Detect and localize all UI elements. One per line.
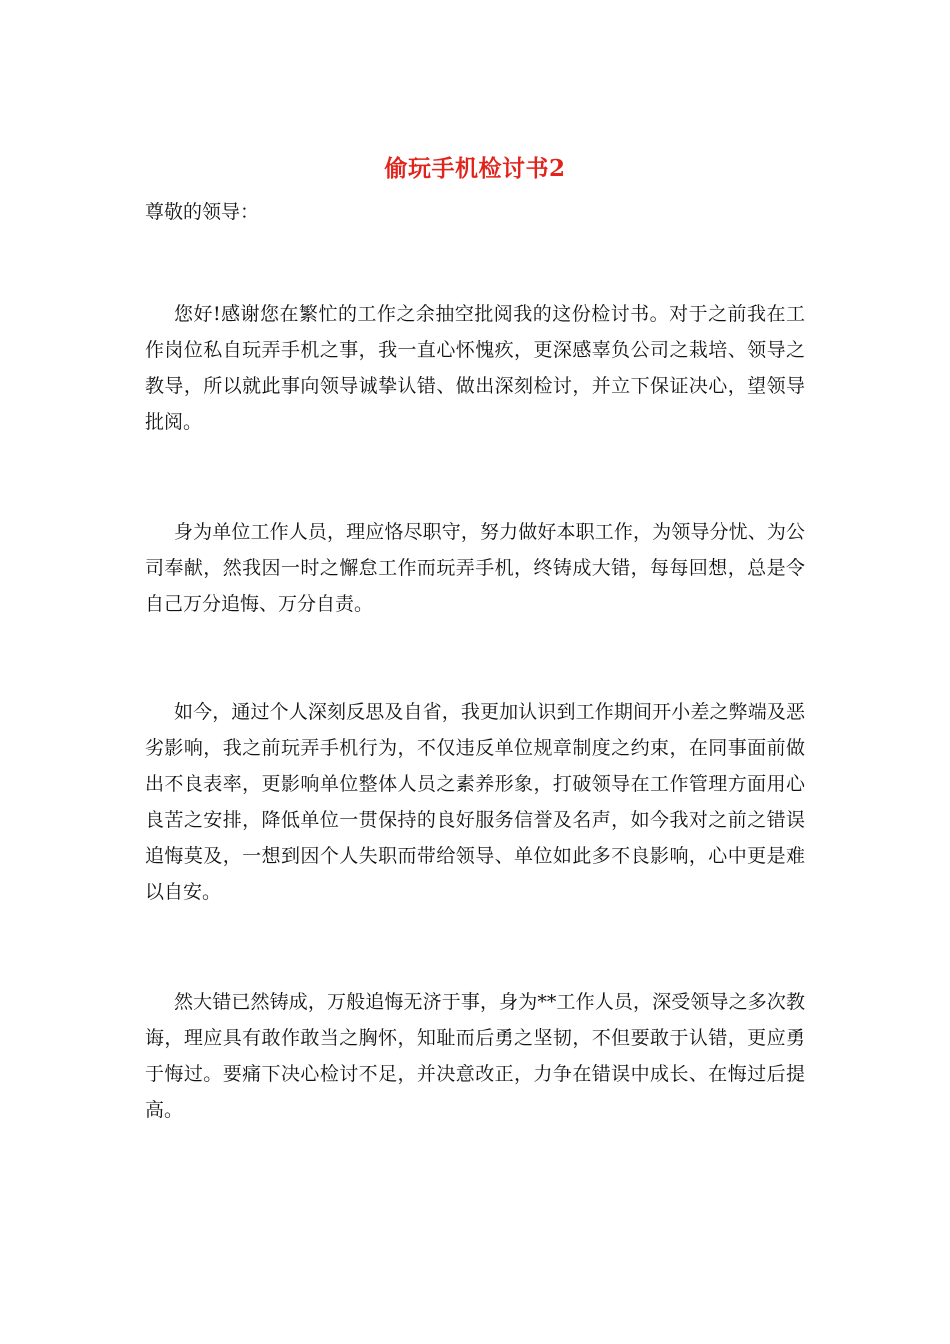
paragraph-2: 身为单位工作人员，理应恪尽职守，努力做好本职工作，为领导分忧、为公司奉献，然我因一时之懈怠工作而玩弄手机，终铸成大错，每每回想，总是令自己万分追悔、万分自责。 <box>145 521 805 615</box>
salutation: 尊敬的领导： <box>145 201 260 223</box>
document-title: 偷玩手机检讨书2 <box>384 155 566 182</box>
paragraph-1: 您好!感谢您在繁忙的工作之余抽空批阅我的这份检讨书。对于之前我在工作岗位私自玩弄手机之事，我一直心怀愧疚，更深感辜负公司之栽培、领导之教导，所以就此事向领导诚挚认错、做出深刻检讨，并立下保证决心，望领导批阅。 <box>145 303 805 433</box>
paragraph-4: 然大错已然铸成，万般追悔无济于事，身为**工作人员，深受领导之多次教诲，理应具有敢作敢当之胸怀，知耻而后勇之坚韧，不但要敢于认错，更应勇于悔过。要痛下决心检讨不足，并决意改正，力争在错误中成长、在悔过后提高。 <box>145 991 805 1121</box>
paragraph-3: 如今，通过个人深刻反思及自省，我更加认识到工作期间开小差之弊端及恶劣影响，我之前玩弄手机行为，不仅违反单位规章制度之约束，在同事面前做出不良表率，更影响单位整体人员之素养形象，打破领导在工作管理方面用心良苦之安排，降低单位一贯保持的良好服务信誉及名声，如今我对之前之错误追悔莫及，一想到因个人失职而带给领导、单位如此多不良影响，心中更是难以自安。 <box>145 701 805 903</box>
